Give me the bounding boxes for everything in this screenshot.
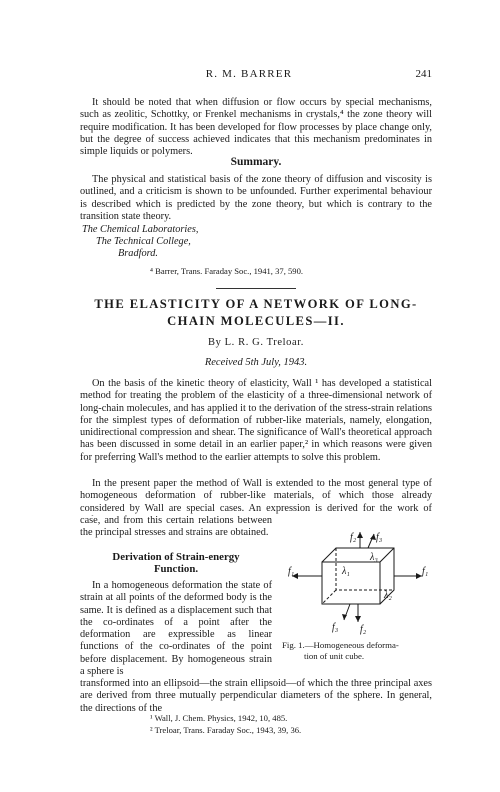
figure-caption-line-1: Fig. 1.—Homogeneous deforma- [282,640,399,650]
cube-hidden-diagonal [322,590,336,604]
intro-paragraph: It should be noted that when diffusion or flow occurs by special mechanisms, such as zeolitic, Schottky, or Frenkel mechanisms in crystals,⁴ the zone theory will require modification. It has been developed for flow processes by place change only, but the degree of success achieved indicates that this mechanism predominates in simple liquids or polymers. [80,97,432,158]
label-f3-bottom: f₃ [332,622,339,633]
body-paragraph-2: In the present paper the method of Wall is extended to the most general type of homogeneous deformation of rubber-like materials, of which those already considered by Wall are special cases. An expression is derived for the work of [80,478,432,514]
label-f2-bottom: f₂ [360,624,367,635]
arrowhead-f2-down [355,616,361,622]
affiliation-line-3: Bradford. [118,248,158,259]
section-paragraph: In a homogeneous deformation the state of strain at all points of the deformed body is the same. It is defined as a displacement such that the co-ordinates of a point after the deformation are expressible as linear functions of the co-ordinates of the point before displacement. By homogeneous strain a sphere is [80,580,272,678]
footnote-1: ¹ Wall, J. Chem. Physics, 1942, 10, 485. [150,713,288,723]
cube-front-face [322,562,380,604]
label-f1-right: f₁ [422,566,429,577]
arrowhead-f3-down [342,614,347,620]
arrowhead-f2-up [357,532,363,538]
article-title-line-2: CHAIN MOLECULES—II. [167,314,345,328]
body-paragraph-1: On the basis of the kinetic theory of elasticity, Wall ¹ has developed a statistical method for treating the problem of the elasticity of a three-dimensional network of long-chain molecules, and has applied it to the derivation of the stress-strain relations for the simplest types of deformation of rubber-like materials, namely, elongation, unidirectional compression and shear. The significance of Wall's theoretical approach has been discussed in some detail in an earlier paper,² in which reasons were given for preferring Wall's method to the earlier attempts to solve this problem. [80,378,432,463]
article-title-line-1: THE ELASTICITY OF A NETWORK OF LONG- [94,297,418,311]
footnote-4: ⁴ Barrer, Trans. Faraday Soc., 1941, 37, 590. [150,266,304,276]
page-number: 241 [415,68,432,80]
label-lambda-3: λ₃ [370,552,378,563]
affiliation-line-2: The Technical College, [96,236,191,247]
affiliation-line-1: The Chemical Laboratories, [82,224,199,235]
section-heading-line-1: Derivation of Strain-energy [112,551,240,563]
label-lambda-2: λ₂ [384,590,392,601]
article-byline: By L. R. G. Treloar. [207,337,304,348]
section-paragraph-continued: transformed into an ellipsoid—the strain ellipsoid—of which the three principal axes are derived from three mutually perpendicular diameters of the sphere. In general, the directions of the [80,678,432,714]
label-f3-top: f₃ [376,532,383,543]
figure-1-diagram [288,530,432,640]
summary-text: The physical and statistical basis of the zone theory of diffusion and viscosity is outlined, and a criticism is shown to be unfounded. Further experimental behaviour is described which is predicted by the zone theory, but which is contrary to the transition state theory. [80,174,432,222]
received-date: Received 5th July, 1943. [204,357,308,368]
figure-caption-line-2: tion of unit cube. [304,651,365,661]
footnote-2: ² Treloar, Trans. Faraday Soc., 1943, 39, 36. [150,725,302,735]
label-f1-left: f₁ [288,566,295,577]
figure-1-caption [282,640,432,662]
body-paragraph-2-continued: case, and from this certain relations between the principal stresses and strains are obtained. [80,515,272,539]
section-heading-line-2: Function. [153,563,199,575]
section-divider [216,288,296,289]
label-f2-top: f₂ [350,532,357,543]
summary-heading: Summary. [230,156,282,168]
running-header: R. M. BARRER [205,68,293,80]
cube-top-right-edge [380,548,394,562]
label-lambda-1: λ₁ [342,566,350,577]
